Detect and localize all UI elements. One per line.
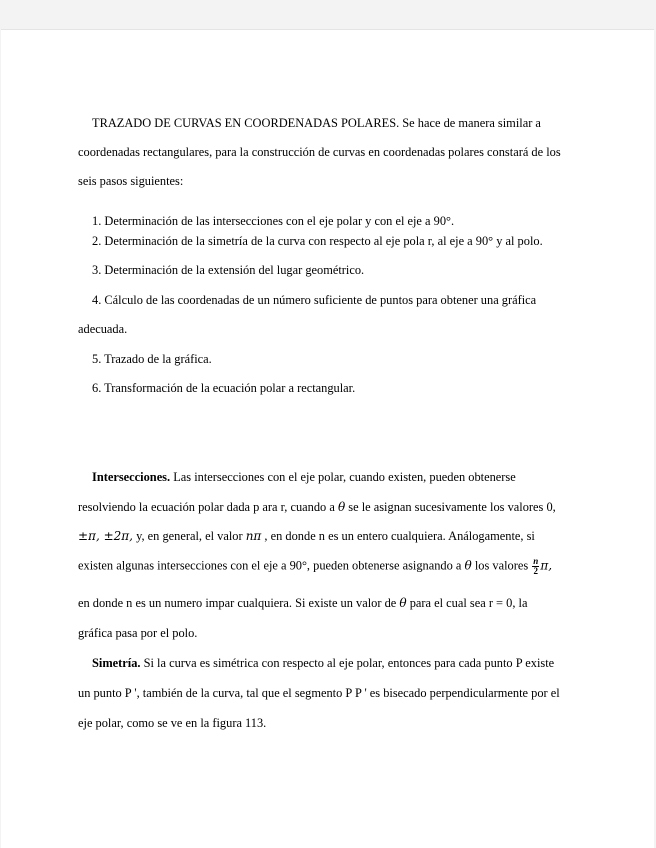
theta-symbol: θ bbox=[399, 596, 407, 610]
step-2: 2. Determinación de la simetría de la curva con respecto al eje pola r, al eje a 90° y al polo. bbox=[92, 234, 543, 248]
intro-line-3: seis pasos siguientes: bbox=[78, 174, 184, 188]
simetria-line-1 bbox=[92, 655, 554, 671]
simetria-line-3: eje polar, como se ve en la figura 113. bbox=[78, 716, 267, 730]
text-segment: para el cual sea r = 0, la bbox=[406, 596, 528, 610]
intersecciones-line-2 bbox=[78, 499, 556, 515]
simetria-line-2: un punto P ', también de la curva, tal que el segmento P P ' es bisecado perpendicularmente por el bbox=[78, 686, 560, 700]
fraction-denominator: 2 bbox=[533, 566, 539, 576]
intersecciones-text: Las intersecciones con el eje polar, cuando existen, pueden obtenerse bbox=[170, 470, 516, 484]
math-expression: nπ bbox=[245, 529, 262, 543]
step-3: 3. Determinación de la extensión del lugar geométrico. bbox=[92, 263, 365, 277]
text-segment: se le asignan sucesivamente los valores 0, bbox=[345, 500, 556, 514]
text-segment: resolviendo la ecuación polar dada p ara r, cuando a bbox=[78, 500, 338, 514]
text-segment: los valores bbox=[471, 558, 532, 573]
step-5: 5. Trazado de la gráfica. bbox=[92, 352, 212, 366]
intersecciones-line-3 bbox=[78, 528, 535, 544]
text-segment: , en donde n es un entero cualquiera. Análogamente, si bbox=[261, 529, 535, 543]
pi-symbol: π, bbox=[540, 558, 553, 573]
intersecciones-line-4 bbox=[78, 557, 552, 576]
fraction-n-over-2 bbox=[532, 557, 539, 576]
intersecciones-line-5 bbox=[78, 595, 527, 611]
math-expression: ±π, ±2π, bbox=[78, 529, 133, 543]
theta-symbol: θ bbox=[337, 500, 346, 514]
step-1: 1. Determinación de las intersecciones con el eje polar y con el eje a 90°. bbox=[92, 214, 455, 228]
theta-symbol: θ bbox=[464, 558, 472, 573]
text-segment: existen algunas intersecciones con el eje a 90°, pueden obtenerse asignando a bbox=[78, 558, 465, 573]
intersecciones-heading: Intersecciones. bbox=[92, 470, 171, 484]
fraction-numerator: n bbox=[533, 556, 539, 566]
simetria-text: Si la curva es simétrica con respecto al eje polar, entonces para cada punto P existe bbox=[140, 656, 555, 670]
intersecciones-line-1 bbox=[92, 469, 516, 485]
intro-line-2: coordenadas rectangulares, para la construcción de curvas en coordenadas polares constará de los bbox=[78, 145, 561, 159]
intro-line-1: TRAZADO DE CURVAS EN COORDENADAS POLARES. Se hace de manera similar a bbox=[92, 116, 541, 130]
text-segment: y, en general, el valor bbox=[132, 529, 246, 543]
text-segment: en donde n es un numero impar cualquiera. Si existe un valor de bbox=[78, 596, 400, 610]
step-6: 6. Transformación de la ecuación polar a rectangular. bbox=[92, 381, 356, 395]
step-4-continued: adecuada. bbox=[78, 322, 128, 336]
document-page bbox=[1, 29, 654, 848]
simetria-heading: Simetría. bbox=[92, 656, 141, 670]
step-4: 4. Cálculo de las coordenadas de un número suficiente de puntos para obtener una gráfica bbox=[92, 293, 537, 307]
intersecciones-line-6: gráfica pasa por el polo. bbox=[78, 626, 198, 640]
